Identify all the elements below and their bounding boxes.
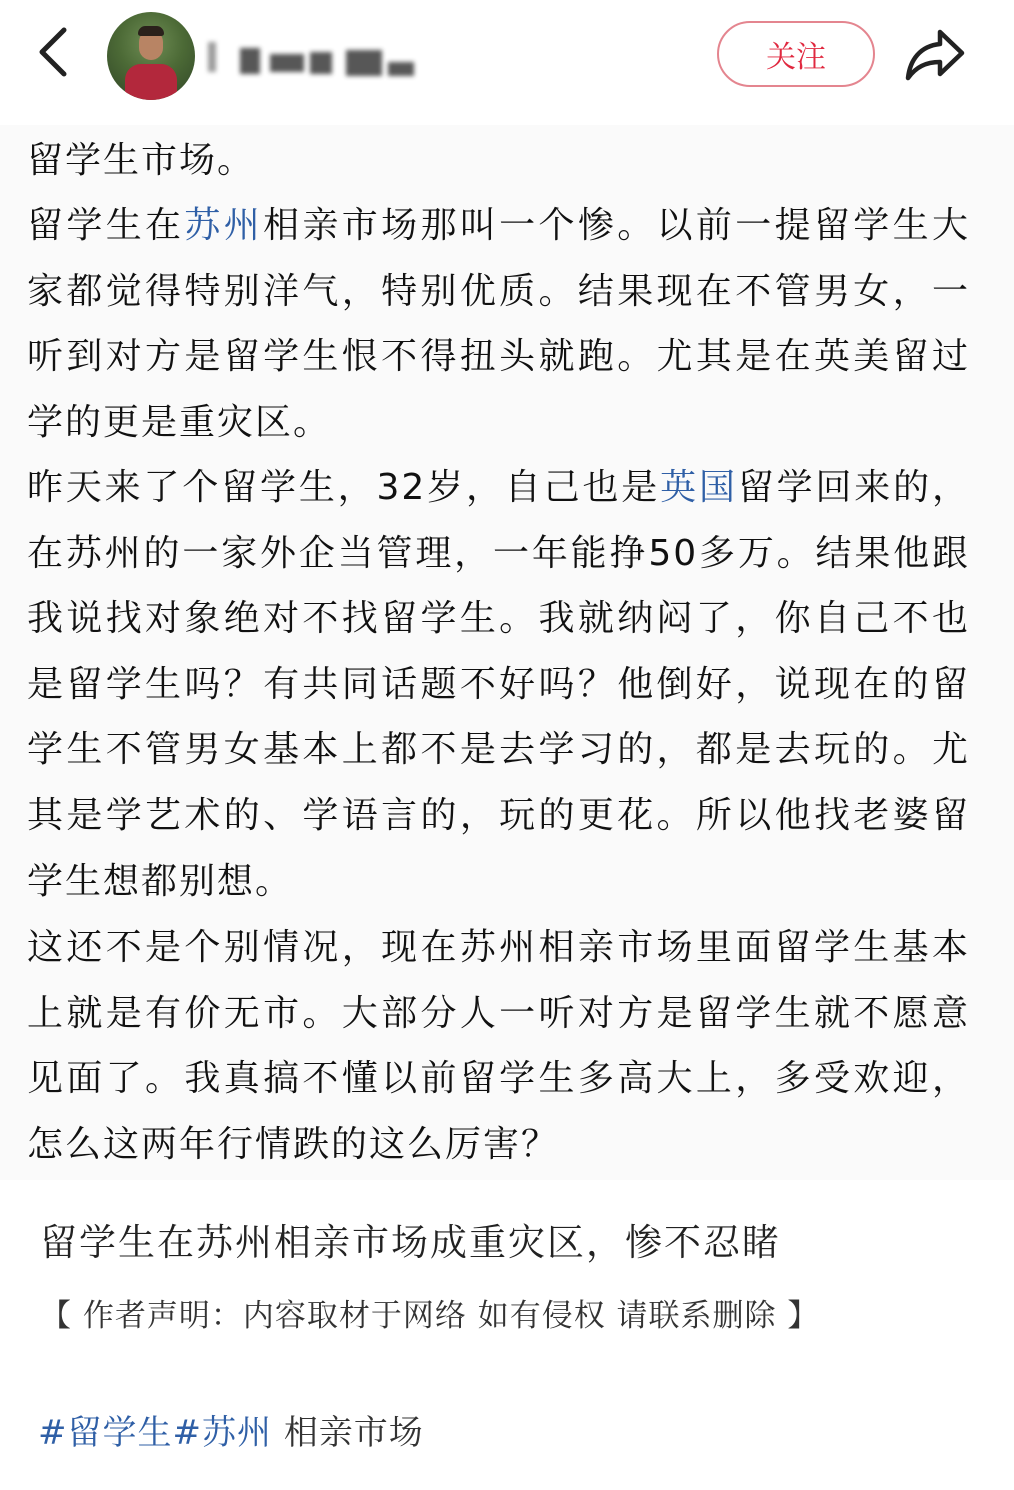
tag-row [38, 1405, 424, 1454]
chevron-left-icon[interactable] [30, 22, 80, 82]
top-bar [0, 0, 1014, 120]
blurred-username[interactable] [200, 38, 430, 80]
share-icon[interactable] [900, 20, 970, 90]
tag-liuxuesheng[interactable]: #留学生 [38, 1413, 173, 1453]
image-caption: 留学生在苏州相亲市场成重灾区，惨不忍睹 [40, 1221, 781, 1264]
post-body [0, 125, 1014, 1180]
tag-text: 相亲市场 [283, 1413, 424, 1453]
follow-button[interactable] [717, 21, 875, 87]
link-suzhou[interactable]: 苏州 [184, 205, 264, 246]
tag-suzhou[interactable]: #苏州 [172, 1413, 272, 1453]
paragraph: 留学生市场。 [27, 140, 256, 181]
avatar[interactable] [107, 12, 195, 100]
paragraph: 昨天来了个留学生，32岁，自己也是英国留学回来的，在苏州的一家外企当管理，一年能挣50多万。结果他跟我说找对象绝对不找留学生。我就纳闷了，你自己不也是留学生吗？有共同话题不好吗？他倒好，说现在的留学生不管男女基本上都不是去学习的，都是去玩的。尤其是学艺术的、学语言的，玩的更花。所以他找老婆留学生想都别想。 [27, 467, 970, 902]
link-uk[interactable]: 英国 [660, 467, 738, 508]
author-notice: 【 作者声明：内容取材于网络 如有侵权 请联系删除 】 [40, 1298, 820, 1334]
paragraph: 这还不是个别情况，现在苏州相亲市场里面留学生基本上就是有价无市。大部分人一听对方是留学生就不愿意见面了。我真搞不懂以前留学生多高大上，多受欢迎，怎么这两年行情跌的这么厉害？ [27, 927, 970, 1165]
paragraph: 留学生在苏州相亲市场那叫一个惨。以前一提留学生大家都觉得特别洋气，特别优质。结果现在不管男女，一听到对方是留学生恨不得扭头就跑。尤其是在英美留过学的更是重灾区。 [27, 205, 970, 443]
follow-label: 关注 [766, 40, 826, 75]
